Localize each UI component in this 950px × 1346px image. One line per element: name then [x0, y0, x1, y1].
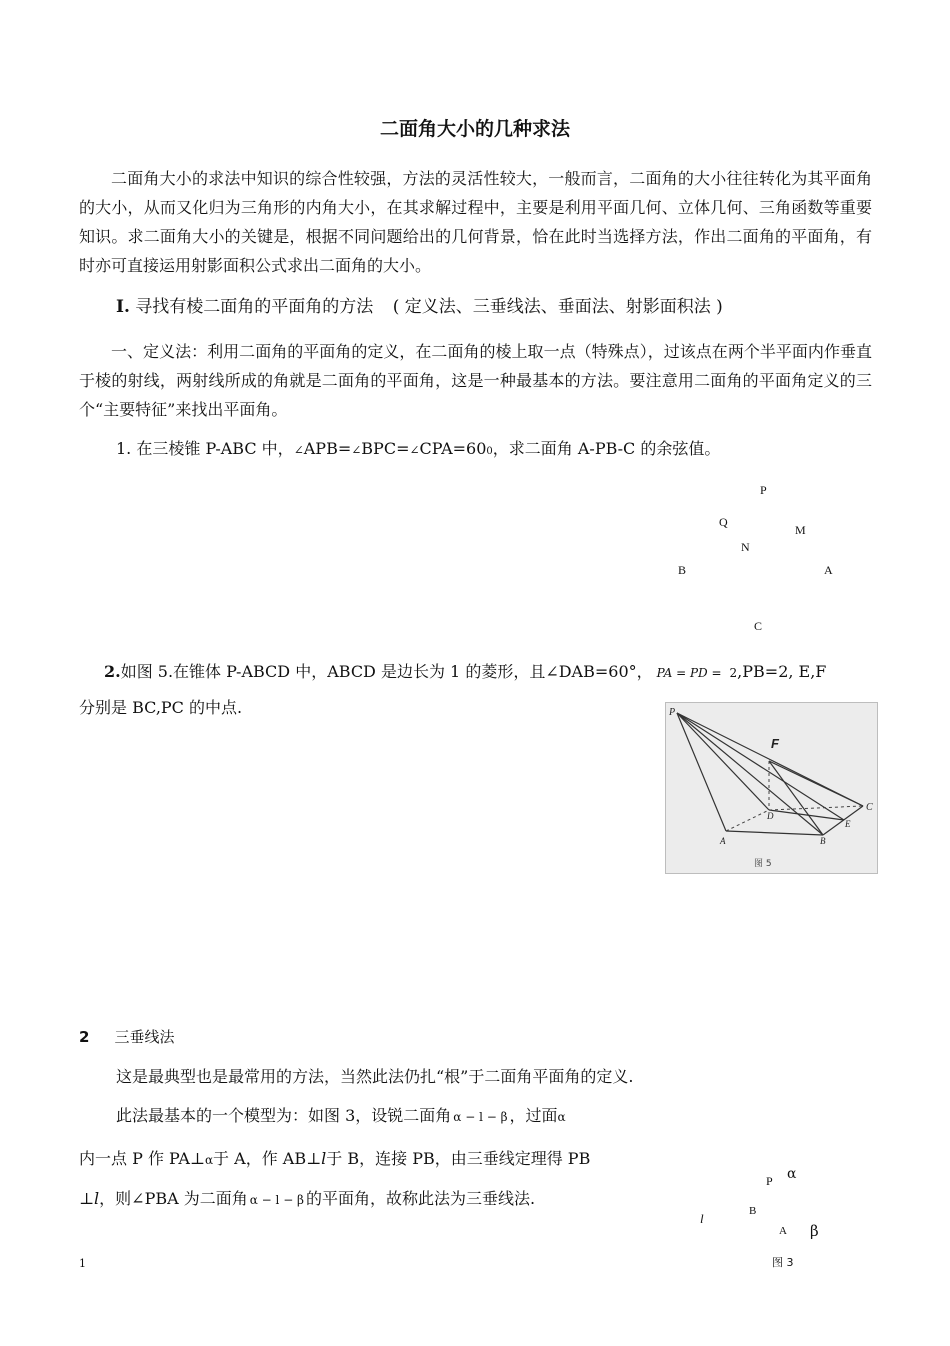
fig1-label-b: B: [678, 563, 687, 577]
problem1-bpc: BPC=: [361, 439, 410, 458]
edge-pd: [677, 713, 769, 810]
definition-method-paragraph: 一、定义法：利用二面角的平面角的定义，在二面角的棱上取一点（特殊点），过该点在两个半平面内作垂直于棱的射线，两射线所成的角就是二面角的平面角，这是一种最基本的方法。要注意用二面角的平面角定义的三个“主要特征”来找出平面角。: [79, 342, 872, 419]
problem2-rest: ,PB=2, E,F: [737, 662, 827, 681]
fig1-label-m: M: [795, 523, 806, 537]
section2-p3c: 于 B，连接 PB，由三垂线定理得 PB: [326, 1149, 591, 1168]
section1-methods: ( 定义法、三垂线法、垂面法、射影面积法 ): [392, 297, 723, 317]
section2-paragraph2: [116, 1105, 566, 1128]
fig3-label-b: B: [749, 1205, 757, 1217]
degree-superscript: 0: [486, 446, 493, 457]
l-symbol: l: [321, 1149, 327, 1168]
fig5-caption: 图 5: [754, 859, 772, 869]
edge-pb: [677, 713, 823, 835]
angle-symbol: ∠: [293, 443, 304, 457]
section2-paragraph1: 这是最典型也是最常用的方法，当然此法仍扎“根”于二面角平面角的定义.: [116, 1067, 634, 1086]
section1-heading: [116, 296, 723, 318]
angle-symbol: ∠: [409, 443, 420, 457]
edge-ab: [726, 831, 823, 835]
section2-p3a: 内一点 P 作 PA⊥: [79, 1149, 205, 1168]
problem2-number: 2.: [104, 662, 121, 681]
problem1-apb: APB=: [303, 439, 352, 458]
section2-heading: [79, 1026, 175, 1048]
edge-pe: [677, 713, 844, 820]
fig5-label-c: C: [866, 802, 873, 813]
fig5-label-f: F: [771, 736, 779, 751]
angle-notation: α − l − β: [249, 1193, 304, 1207]
fig1-label-n: N: [741, 540, 750, 554]
fig5-label-d: D: [767, 811, 774, 821]
fig3-caption: 图 3: [772, 1256, 794, 1269]
edge-ad-hidden: [726, 810, 769, 831]
problem1-pre: 1. 在三棱锥 P-ABC 中，: [116, 439, 294, 458]
fig5-label-e: E: [845, 819, 851, 829]
fig5-label-b: B: [820, 836, 826, 846]
fig5-label-a: A: [720, 836, 726, 846]
section2-paragraph4: [79, 1188, 535, 1211]
section2-title: 三垂线法: [114, 1028, 175, 1046]
section1-number: I.: [116, 297, 130, 317]
alpha-symbol: α: [557, 1110, 566, 1124]
problem2-line2: 分别是 BC,PC 的中点.: [79, 698, 243, 717]
section2-p4a: ⊥: [79, 1189, 95, 1208]
problem2-formula-value: 2: [729, 666, 738, 680]
section1-text: 寻找有棱二面角的平面角的方法: [135, 297, 374, 317]
figure-5: [665, 702, 878, 874]
section2-p4b: ，则∠PBA 为二面角: [99, 1189, 248, 1208]
angle-notation: α − l − β: [453, 1110, 508, 1124]
problem2-line1: [104, 661, 826, 684]
page-number: 1: [79, 1257, 86, 1270]
fig1-label-p: P: [760, 483, 767, 497]
fig1-label-q: Q: [719, 515, 728, 529]
problem1-cpa: CPA=60: [419, 439, 487, 458]
intro-paragraph: 二面角大小的求法中知识的综合性较强，方法的灵活性较大，一般而言，二面角的大小往往转化为其平面角的大小，从而又化归为三角形的内角大小，在其求解过程中，主要是利用平面几何、立体几何、三角函数等重要知识。求二面角大小的关键是，根据不同问题给出的几何背景，恰在此时当选择方法，作出二面角的平面角，有时亦可直接运用射影面积公式求出二面角的大小。: [79, 169, 872, 275]
l-symbol: l: [94, 1189, 100, 1208]
fig3-label-p: P: [766, 1174, 773, 1188]
edge-fc: [769, 761, 863, 806]
angle-symbol: ∠: [351, 443, 362, 457]
problem1-post: ，求二面角 A-PB-C 的余弦值。: [492, 439, 721, 458]
figure-5-drawing: [666, 703, 877, 873]
alpha-symbol: α: [204, 1153, 214, 1167]
fig3-label-beta: β: [810, 1222, 819, 1240]
section2-p4c: 的平面角，故称此法为三垂线法.: [306, 1189, 536, 1208]
section2-p2b: ，过面: [509, 1106, 558, 1125]
problem1: [116, 438, 720, 463]
edge-pa: [677, 713, 726, 831]
section2-paragraph3: [79, 1148, 590, 1171]
edge-dc-hidden: [769, 806, 863, 810]
fig3-label-l: l: [700, 1211, 704, 1226]
section2-number: 2: [79, 1028, 90, 1046]
fig1-label-c: C: [754, 619, 763, 633]
page-title: 二面角大小的几种求法: [379, 118, 570, 140]
section2-p3b: 于 A，作 AB⊥: [213, 1149, 322, 1168]
section2-p2a: 此法最基本的一个模型为：如图 3，设锐二面角: [116, 1106, 452, 1125]
problem2-text: 如图 5.在锥体 P-ABCD 中，ABCD 是边长为 1 的菱形，且∠DAB=60°，: [120, 662, 653, 681]
problem2-formula: PA = PD =: [656, 666, 722, 680]
fig1-label-a: A: [824, 563, 833, 577]
fig3-label-a: A: [779, 1225, 787, 1237]
fig5-label-p: P: [669, 707, 676, 718]
fig3-label-alpha: α: [787, 1166, 797, 1182]
